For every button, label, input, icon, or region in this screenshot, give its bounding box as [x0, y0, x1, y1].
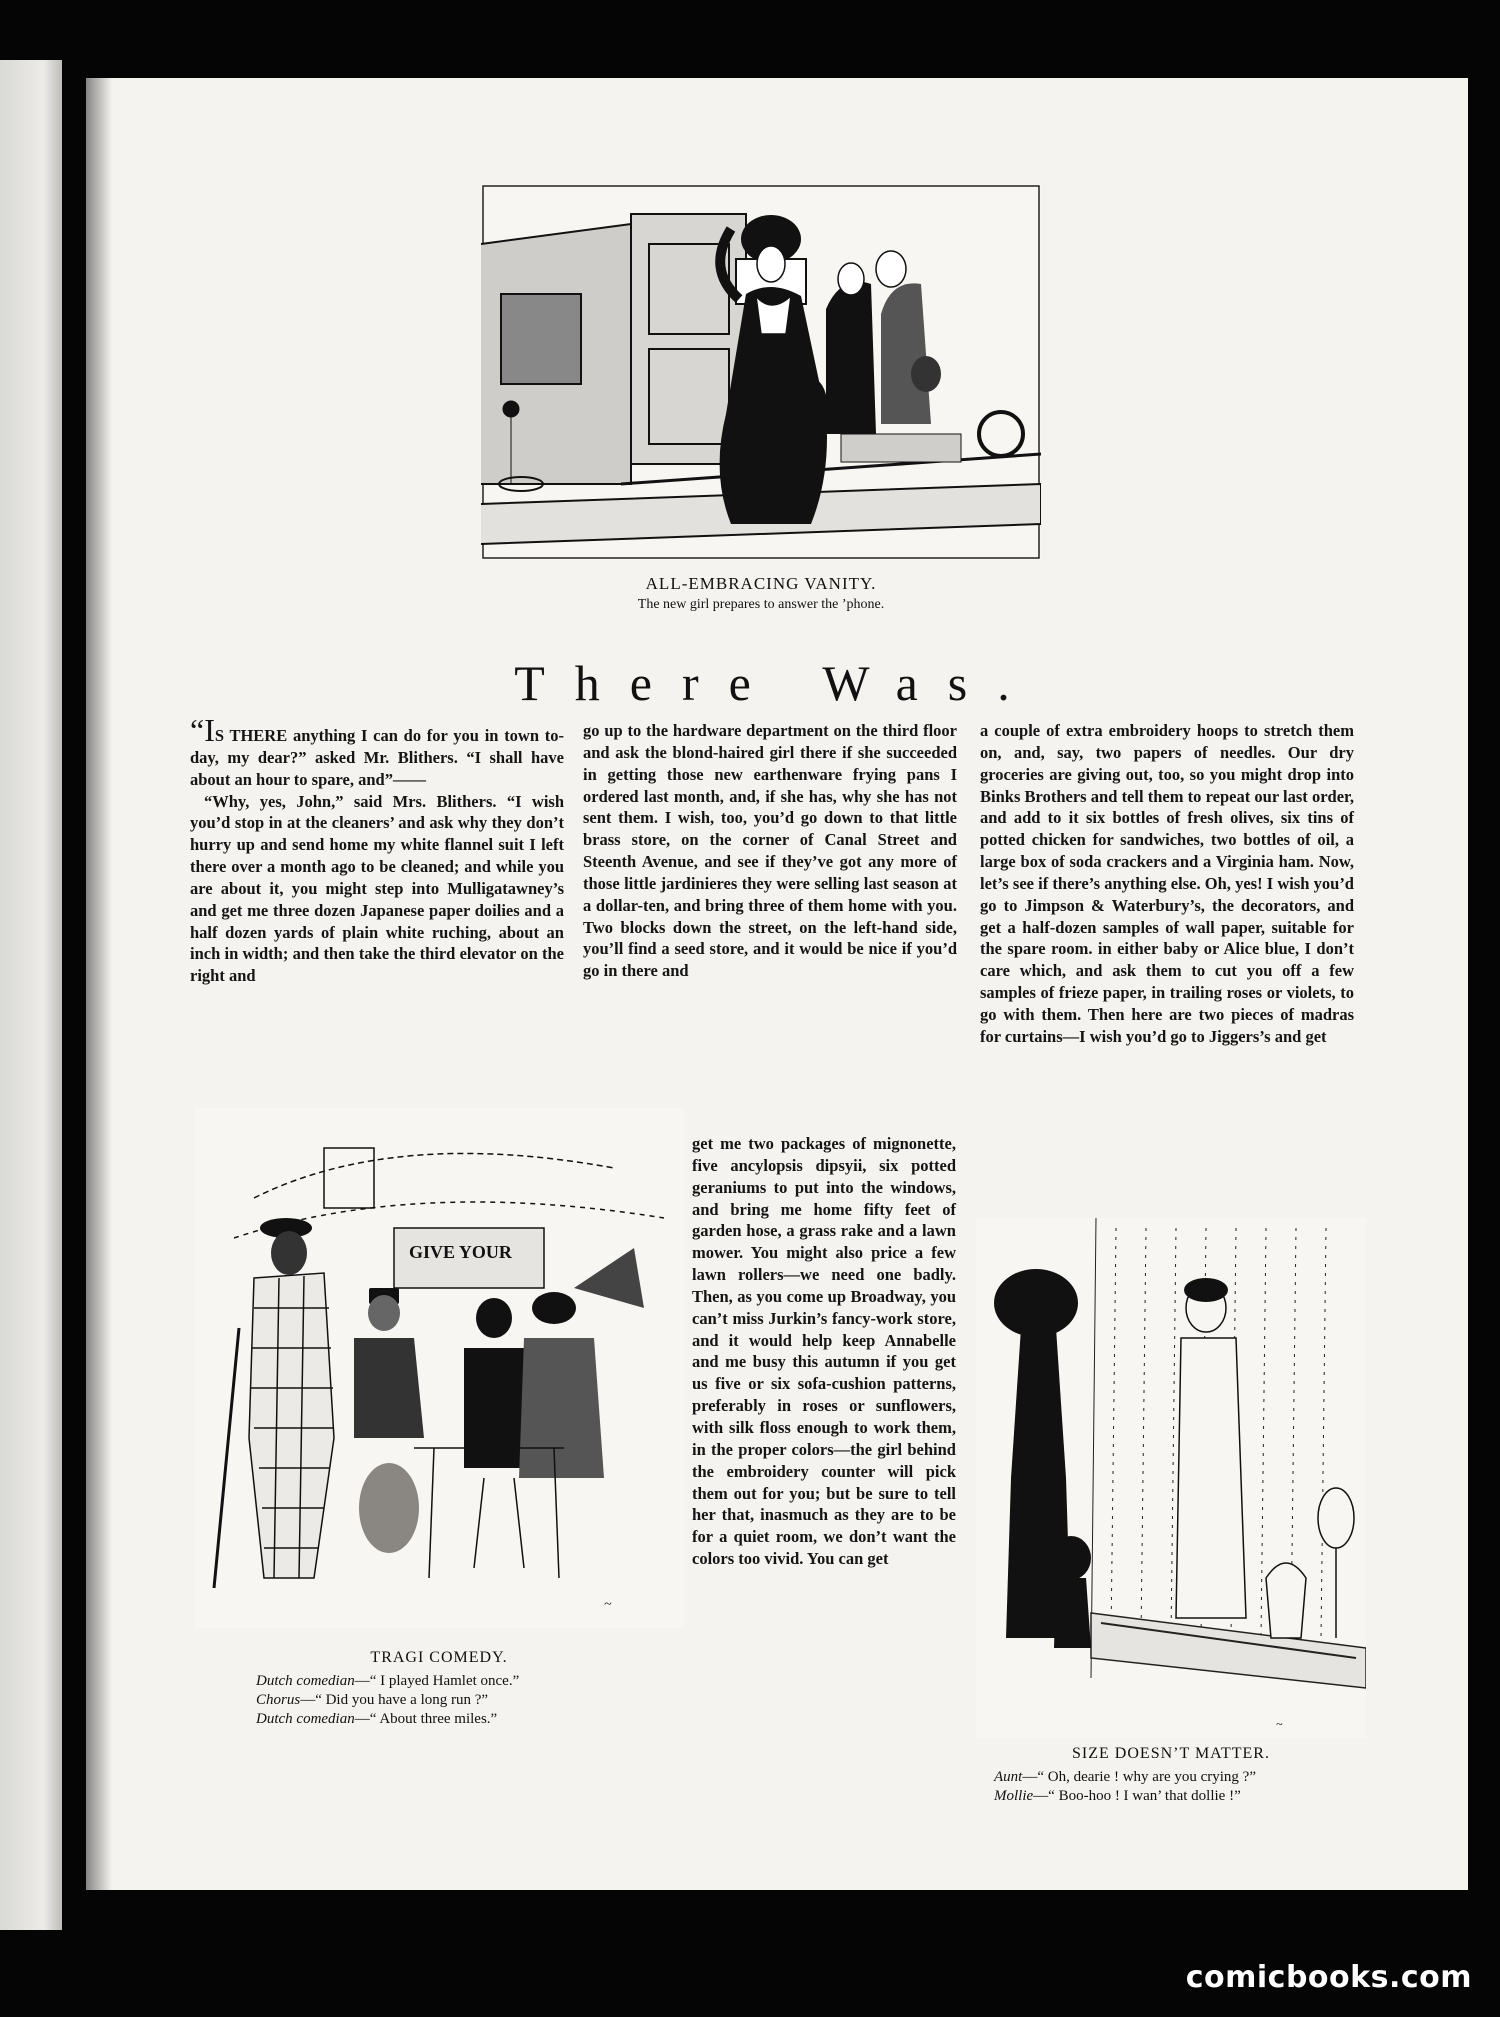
artist-signature: ~	[604, 1597, 612, 1612]
dialog-line	[256, 1710, 686, 1729]
col2-top-text: go up to the hardware department on the third floor and ask the blond-haired girl there if she succeeded in getting those new earthenware frying pans I ordered last month, and, if she has, why she has not sent them. I wish, too, you’d go down to that little brass store, on the corner of Canal Street and Steenth Avenue, and see if they’ve got any more of those little jardinieres they were selling last season at a dollar-ten, and bring three of them home with you. Two blocks down the street, on the left-hand side, you’ll find a seed store, and it would be nice if you’d go in there and	[583, 721, 957, 981]
dialog-line	[994, 1787, 1374, 1806]
dialog-line	[256, 1672, 686, 1691]
tragi-comedy-illustration	[194, 1108, 684, 1628]
size-caption-dialog	[994, 1768, 1374, 1806]
vanity-drawing	[481, 184, 1041, 560]
size-doesnt-matter-illustration	[976, 1218, 1366, 1738]
line-text: —“ Oh, dearie ! why are you crying ?”	[1022, 1769, 1256, 1785]
magazine-page	[86, 78, 1468, 1890]
col3-text: a couple of extra embroidery hoops to stretch them on, and, say, two papers of needles. Our dry groceries are giving out, too, so you might drop into Binks Brothers and tell them to repeat our last order, and add to it six bottles of fresh olives, six tins of potted chicken for sandwiches, two bottles of oil, a large box of soda crackers and a Virginia ham. Now, let’s see if there’s anything else. Oh, yes! I wish you’d go to Jimpson & Waterbury’s, the decorators, and get a half-dozen samples of wall paper, suitable for the spare room. in either baby or Alice blue, I don’t care which, and ask them to cut you off a few samples of frieze paper, in trailing roses or violets, to go with them. Then here are two pieces of madras for curtains—I wish you’d go to Jiggers’s and get	[980, 721, 1354, 1046]
speaker: Aunt	[994, 1769, 1023, 1785]
column-1	[190, 712, 564, 987]
speaker: Dutch comedian	[256, 1673, 355, 1689]
speaker: Dutch comedian	[256, 1711, 355, 1727]
speaker: Chorus	[256, 1692, 301, 1708]
line-text: —“ Did you have a long run ?”	[300, 1692, 489, 1708]
site-watermark: comicbooks.com	[1185, 1960, 1472, 1995]
line-text: —“ About three miles.”	[354, 1711, 498, 1727]
vanity-caption-title: ALL-EMBRACING VANITY.	[645, 574, 877, 593]
opening-paragraph	[190, 712, 564, 791]
speaker: Mollie	[994, 1788, 1034, 1804]
col2-narrow-text: get me two packages of mignonette, five ancylopsis dipsyii, six potted geraniums to put into the windows, and bring me home fifty feet of garden hose, a grass rake and a lawn mower. You might also price a few lawn rollers—we need one badly. Then, as you come up Broadway, you can’t miss Jurkin’s fancy-work store, and it would help keep Annabelle and me busy this autumn if you get us five or six sofa-cushion patterns, preferably in roses or sunflowers, with silk floss enough to work them, in the proper colors—the girl behind the embroidery counter will pick them out for you; but be sure to tell her that, inasmuch as they are to be for a quiet room, we don’t want the colors too vivid. You can get	[692, 1134, 956, 1569]
gutter-shadow	[86, 78, 112, 1890]
size-caption-title-wrap	[976, 1745, 1366, 1763]
tragi-comedy-title: TRAGI COMEDY.	[370, 1649, 508, 1666]
size-doesnt-matter-drawing	[976, 1218, 1366, 1738]
sign-text: GIVE YOUR	[409, 1242, 512, 1262]
dialog-line	[994, 1768, 1374, 1787]
facing-page-edge	[0, 60, 62, 1930]
tragi-comedy-dialog	[256, 1672, 686, 1729]
vanity-caption-subtitle: The new girl prepares to answer the ’phone.	[637, 597, 885, 612]
column-3	[980, 720, 1354, 1048]
tragi-comedy-drawing	[194, 1108, 684, 1628]
col1-paragraph-2: “Why, yes, John,” said Mrs. Blithers. “I wish you’d stop in at the cleaners’ and ask why they don’t hurry up and send home my white flannel suit I left there over a month ago to be cleaned; and while you are about it, you might step into Mulligatawney’s and get me three dozen Japanese paper doilies and a half dozen yards of plain white ruching, about an inch in width; and then take the third elevator on the right and	[190, 791, 564, 986]
opening-text: S THERE anything I can do for you in town to-day, my dear?” asked Mr. Blithers. “I shall have about an hour to spare, and”——	[190, 726, 564, 789]
column-2-narrow	[692, 1133, 956, 1570]
line-text: —“ Boo-hoo ! I wan’ that dollie !”	[1033, 1788, 1241, 1804]
vanity-illustration	[481, 184, 1041, 560]
drop-quote: “	[190, 712, 205, 748]
column-2-top	[583, 720, 957, 982]
vanity-caption	[481, 574, 1041, 613]
size-caption-title: SIZE DOESN’T MATTER.	[1072, 1745, 1270, 1762]
artist-signature-right: ~	[1276, 1717, 1283, 1731]
line-text: —“ I played Hamlet once.”	[354, 1673, 520, 1689]
tragi-comedy-caption-title-wrap	[194, 1649, 684, 1667]
dialog-line	[256, 1691, 686, 1710]
article-title: There Was.	[514, 655, 1040, 711]
drop-cap: I	[204, 712, 215, 748]
